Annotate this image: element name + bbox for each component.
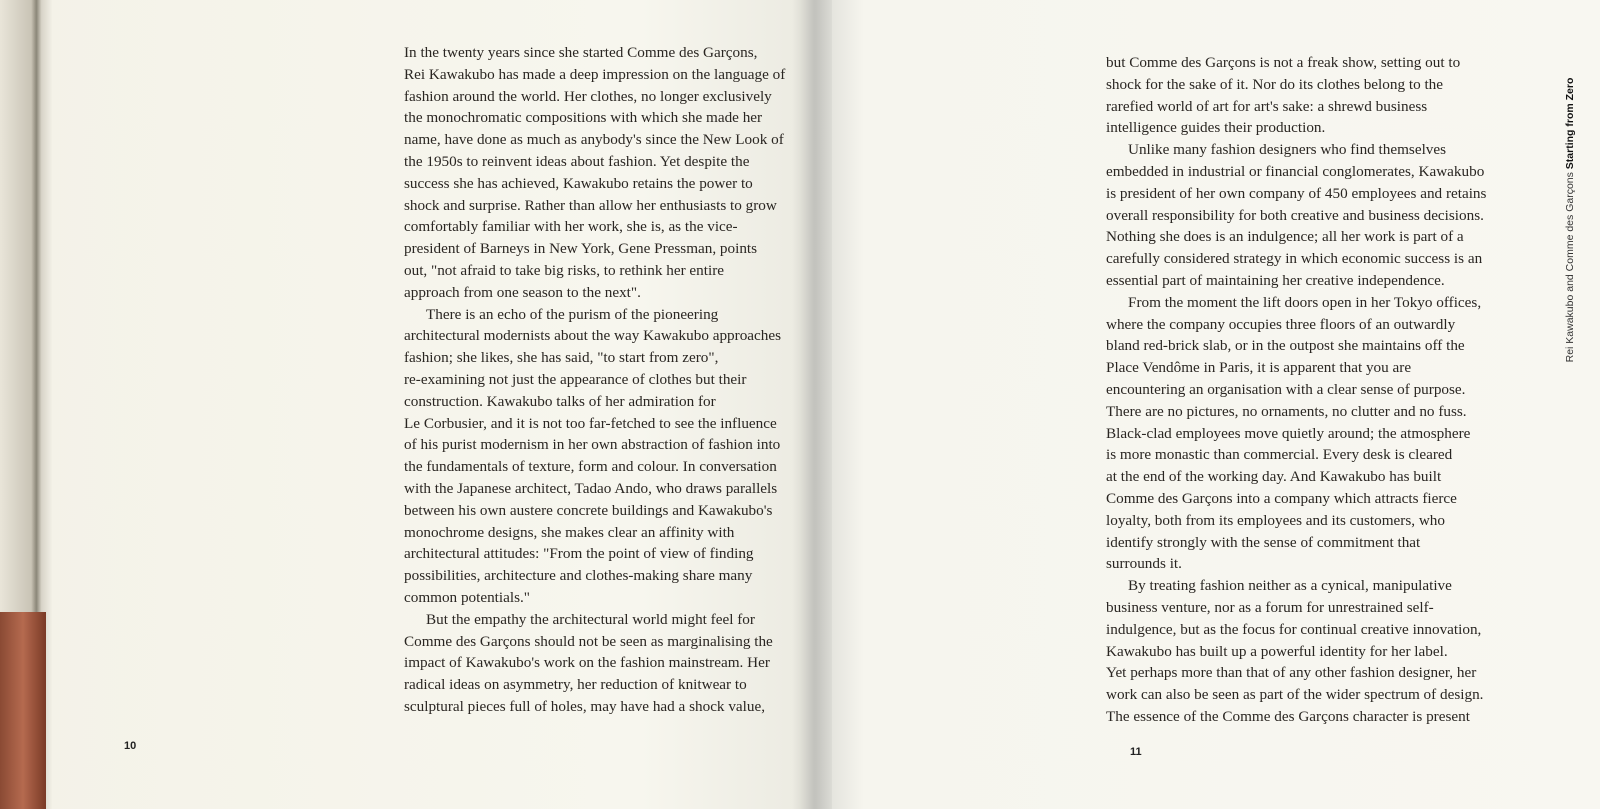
text-line: Rei Kawakubo has made a deep impression on the language of bbox=[404, 65, 786, 83]
text-line: comfortably familiar with her work, she is, as the vice- bbox=[404, 218, 738, 236]
text-line: Kawakubo has built up a powerful identity for her label. bbox=[1106, 642, 1448, 660]
text-line: between his own austere concrete buildings and Kawakubo's bbox=[404, 501, 773, 519]
text-line: shock for the sake of it. Nor do its clothes belong to the bbox=[1106, 75, 1444, 93]
text-line: construction. Kawakubo talks of her admiration for bbox=[404, 392, 716, 410]
text-line: There is an echo of the purism of the pioneering bbox=[426, 305, 719, 323]
text-line: architectural attitudes: "From the point of view of finding bbox=[404, 545, 754, 563]
text-line: business venture, nor as a forum for unrestrained self- bbox=[1106, 598, 1434, 616]
text-line: out, "not afraid to take big risks, to rethink her entire bbox=[404, 261, 724, 279]
text-line: encountering an organisation with a clear sense of purpose. bbox=[1106, 380, 1466, 398]
text-line: sculptural pieces full of holes, may have had a shock value, bbox=[404, 697, 766, 715]
text-line: overall responsibility for both creative and business decisions. bbox=[1106, 206, 1484, 224]
text-line: The essence of the Comme des Garçons character is present bbox=[1106, 707, 1470, 725]
text-line: shock and surprise. Rather than allow her enthusiasts to grow bbox=[404, 196, 777, 214]
text-line: name, have done as much as anybody's since the New Look of bbox=[404, 131, 784, 149]
text-line: monochrome designs, she makes clear an affinity with bbox=[404, 523, 735, 541]
text-line: success she has achieved, Kawakubo retains the power to bbox=[404, 174, 753, 192]
right-page bbox=[812, 0, 1600, 809]
text-line: By treating fashion neither as a cynical, manipulative bbox=[1128, 577, 1452, 595]
page-number-left: 10 bbox=[124, 740, 137, 752]
text-line: surrounds it. bbox=[1106, 555, 1182, 573]
text-line: embedded in industrial or financial conglomerates, Kawakubo bbox=[1106, 162, 1485, 180]
text-line: In the twenty years since she started Comme des Garçons, bbox=[404, 44, 758, 61]
left-body-text bbox=[404, 42, 804, 718]
text-line: architectural modernists about the way Kawakubo approaches bbox=[404, 327, 782, 345]
text-line: There are no pictures, no ornaments, no clutter and no fuss. bbox=[1106, 402, 1467, 420]
text-line: is president of her own company of 450 employees and retains bbox=[1106, 184, 1487, 202]
right-body-text bbox=[1106, 52, 1501, 728]
text-line: From the moment the lift doors open in her Tokyo offices, bbox=[1128, 293, 1482, 311]
running-head bbox=[1564, 78, 1576, 363]
text-line: at the end of the working day. And Kawakubo has built bbox=[1106, 468, 1442, 486]
text-line: common potentials." bbox=[404, 588, 530, 606]
text-line: intelligence guides their production. bbox=[1106, 119, 1326, 137]
text-line: impact of Kawakubo's work on the fashion mainstream. Her bbox=[404, 654, 770, 672]
text-line: approach from one season to the next". bbox=[404, 283, 641, 301]
text-line: of his purist modernism in her own abstraction of fashion into bbox=[404, 436, 781, 454]
text-line: work can also be seen as part of the wider spectrum of design. bbox=[1106, 686, 1484, 704]
text-line: re-examining not just the appearance of clothes but their bbox=[404, 370, 747, 388]
page-number-right: 11 bbox=[1130, 746, 1142, 758]
text-line: Yet perhaps more than that of any other fashion designer, her bbox=[1106, 664, 1477, 682]
text-line: Place Vendôme in Paris, it is apparent that you are bbox=[1106, 359, 1412, 377]
text-line: where the company occupies three floors of an outwardly bbox=[1106, 315, 1456, 333]
text-line: is more monastic than commercial. Every desk is cleared bbox=[1106, 446, 1453, 464]
text-line: indulgence, but as the focus for continual creative innovation, bbox=[1106, 620, 1482, 638]
text-line: Nothing she does is an indulgence; all her work is part of a bbox=[1106, 228, 1464, 246]
text-line: the fundamentals of texture, form and colour. In conversation bbox=[404, 458, 777, 476]
text-line: but Comme des Garçons is not a freak show, setting out to bbox=[1106, 54, 1461, 71]
left-page bbox=[52, 0, 812, 809]
text-line: Comme des Garçons should not be seen as marginalising the bbox=[404, 632, 773, 650]
text-line: rarefied world of art for art's sake: a shrewd business bbox=[1106, 97, 1428, 115]
text-line: Le Corbusier, and it is not too far-fetched to see the influence bbox=[404, 414, 777, 432]
text-line: loyalty, both from its employees and its customers, who bbox=[1106, 511, 1445, 529]
text-line: essential part of maintaining her creative independence. bbox=[1106, 271, 1445, 289]
text-line: identify strongly with the sense of commitment that bbox=[1106, 533, 1421, 551]
cover-edge bbox=[0, 612, 46, 809]
text-line: Comme des Garçons into a company which attracts fierce bbox=[1106, 489, 1457, 507]
running-head-chapter-title: Starting from Zero bbox=[1564, 77, 1576, 170]
text-line: the monochromatic compositions with which she made her bbox=[404, 109, 763, 127]
text-line: with the Japanese architect, Tadao Ando, who draws parallels bbox=[404, 479, 778, 497]
text-line: Unlike many fashion designers who find themselves bbox=[1128, 141, 1447, 159]
text-line: the 1950s to reinvent ideas about fashion. Yet despite the bbox=[404, 152, 750, 170]
text-line: radical ideas on asymmetry, her reduction of knitwear to bbox=[404, 676, 747, 694]
text-line: possibilities, architecture and clothes-making share many bbox=[404, 567, 753, 585]
text-line: president of Barneys in New York, Gene Pressman, points bbox=[404, 240, 758, 258]
text-line: Black-clad employees move quietly around; the atmosphere bbox=[1106, 424, 1471, 442]
text-line: fashion around the world. Her clothes, no longer exclusively bbox=[404, 87, 772, 105]
text-line: bland red-brick slab, or in the outpost she maintains off the bbox=[1106, 337, 1465, 355]
text-line: But the empathy the architectural world might feel for bbox=[426, 610, 755, 628]
text-line: fashion; she likes, she has said, "to start from zero", bbox=[404, 349, 719, 367]
text-line: carefully considered strategy in which economic success is an bbox=[1106, 250, 1483, 268]
running-head-book-title: Rei Kawakubo and Comme des Garçons bbox=[1564, 172, 1576, 363]
